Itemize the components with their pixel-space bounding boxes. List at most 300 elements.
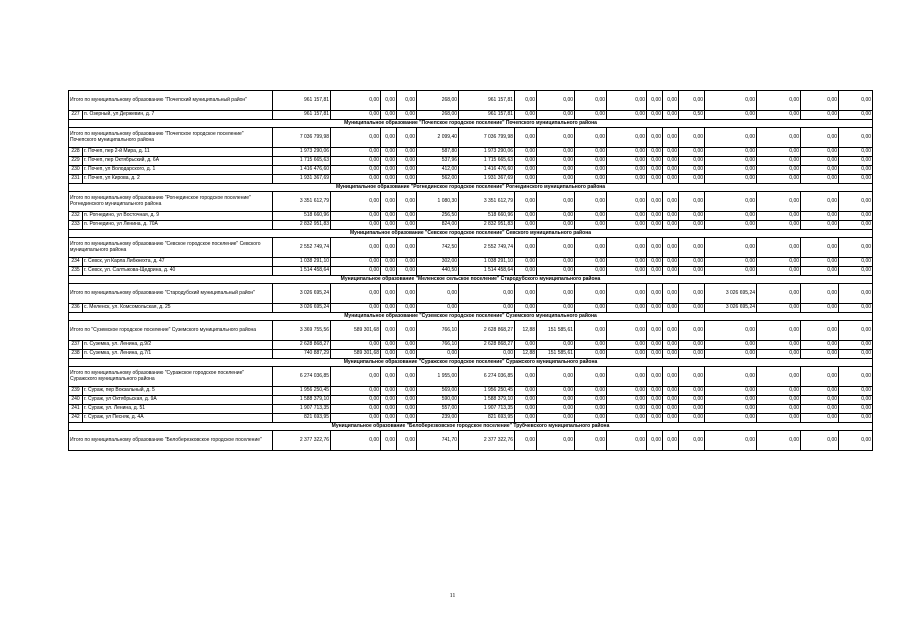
value-cell: 0,00: [537, 396, 575, 405]
value-cell: 0,00: [331, 128, 381, 148]
value-cell: 3 026 695,24: [273, 284, 331, 304]
address-cell: п. Суземка, ул. Ленина, д.9/2: [83, 341, 273, 350]
value-cell: 412,00: [417, 166, 459, 175]
value-cell: 0,00: [801, 321, 839, 341]
value-cell: 0,00: [679, 396, 705, 405]
value-cell: 0,50: [679, 111, 705, 120]
value-cell: 0,00: [705, 111, 757, 120]
value-cell: 0,00: [515, 148, 537, 157]
value-cell: 0,00: [647, 221, 663, 230]
address-cell: п. Озерный, ул Держевин, д. 7: [83, 111, 273, 120]
address-cell: г. Севск, ул. Салтыкова-Щедрина, д. 40: [83, 267, 273, 276]
value-cell: 0,00: [397, 175, 417, 184]
value-cell: 0,00: [839, 192, 873, 212]
value-cell: 0,00: [801, 221, 839, 230]
value-cell: 0,00: [757, 157, 801, 166]
value-cell: 0,00: [839, 267, 873, 276]
value-cell: 0,00: [607, 350, 647, 359]
value-cell: 0,00: [331, 405, 381, 414]
value-cell: 518 660,96: [459, 212, 515, 221]
value-cell: 824,00: [417, 221, 459, 230]
value-cell: 0,00: [757, 212, 801, 221]
value-cell: 961 157,81: [273, 111, 331, 120]
value-cell: 0,00: [801, 405, 839, 414]
section-header-row: [69, 230, 873, 238]
value-cell: 0,00: [647, 284, 663, 304]
value-cell: 0,00: [575, 91, 607, 111]
value-cell: 0,00: [397, 192, 417, 212]
section-title: Муниципальное образование "Белоберезковское городское поселение" Трубчевского муниципального района: [69, 423, 873, 431]
value-cell: 1 514 458,64: [459, 267, 515, 276]
value-cell: 0,00: [757, 192, 801, 212]
value-cell: 0,00: [607, 405, 647, 414]
value-cell: 0,00: [801, 284, 839, 304]
value-cell: 2 377 322,76: [273, 431, 331, 451]
value-cell: 0,00: [705, 341, 757, 350]
value-cell: 0,00: [757, 387, 801, 396]
value-cell: 0,00: [575, 304, 607, 313]
value-cell: 0,00: [647, 321, 663, 341]
page-number: 11: [449, 593, 456, 599]
value-cell: 0,00: [663, 192, 679, 212]
value-cell: 0,00: [397, 166, 417, 175]
value-cell: 0,00: [705, 387, 757, 396]
value-cell: 0,00: [839, 367, 873, 387]
value-cell: 0,00: [575, 258, 607, 267]
value-cell: 0,00: [647, 341, 663, 350]
value-cell: 0,00: [705, 166, 757, 175]
value-cell: 0,00: [607, 148, 647, 157]
value-cell: 0,00: [801, 175, 839, 184]
value-cell: 0,00: [679, 367, 705, 387]
value-cell: 0,00: [839, 405, 873, 414]
value-cell: 0,00: [607, 111, 647, 120]
value-cell: 0,00: [679, 321, 705, 341]
address-cell: г. Сураж, ул Песняк, д. 4А: [83, 414, 273, 423]
value-cell: 0,00: [575, 128, 607, 148]
value-cell: 0,00: [397, 387, 417, 396]
value-cell: 569,00: [417, 387, 459, 396]
value-cell: 0,00: [537, 284, 575, 304]
value-cell: 0,00: [839, 128, 873, 148]
value-cell: 0,00: [663, 111, 679, 120]
value-cell: 0,00: [515, 238, 537, 258]
total-label: Итого по муниципальному образованию "Белоберезковское городское поселение": [69, 431, 273, 451]
value-cell: 268,00: [417, 91, 459, 111]
value-cell: 0,00: [397, 284, 417, 304]
value-cell: 0,00: [801, 258, 839, 267]
value-cell: 0,00: [607, 284, 647, 304]
capital-repair-table: [68, 90, 873, 451]
value-cell: 151 585,61: [537, 350, 575, 359]
table-row: [69, 414, 873, 423]
value-cell: 0,00: [537, 212, 575, 221]
value-cell: 1 907 713,35: [273, 405, 331, 414]
value-cell: 0,00: [381, 267, 397, 276]
table-row: [69, 157, 873, 166]
value-cell: 0,00: [757, 321, 801, 341]
value-cell: 0,00: [647, 91, 663, 111]
value-cell: 0,00: [397, 148, 417, 157]
value-cell: 766,10: [417, 321, 459, 341]
value-cell: 3 026 695,24: [273, 304, 331, 313]
value-cell: 0,00: [663, 414, 679, 423]
value-cell: 0,00: [839, 341, 873, 350]
value-cell: 0,00: [575, 267, 607, 276]
section-title: Муниципальное образование "Севское городское поселение" Севского муниципального района: [69, 230, 873, 238]
value-cell: 7 036 799,98: [459, 128, 515, 148]
table-row: [69, 166, 873, 175]
value-cell: 0,00: [575, 148, 607, 157]
value-cell: 0,00: [801, 341, 839, 350]
value-cell: 1 715 665,63: [273, 157, 331, 166]
value-cell: 0,00: [537, 157, 575, 166]
row-number: 235: [69, 267, 83, 276]
value-cell: 0,00: [381, 258, 397, 267]
row-number: 237: [69, 341, 83, 350]
value-cell: 0,00: [381, 284, 397, 304]
total-label: Итого по муниципальному образованию "Стародубский муниципальный район": [69, 284, 273, 304]
value-cell: 0,00: [757, 258, 801, 267]
value-cell: 0,00: [647, 166, 663, 175]
value-cell: 0,00: [537, 258, 575, 267]
value-cell: 0,00: [757, 238, 801, 258]
value-cell: 0,00: [381, 128, 397, 148]
value-cell: 1 038 291,10: [459, 258, 515, 267]
value-cell: 0,00: [397, 111, 417, 120]
value-cell: 0,00: [679, 175, 705, 184]
value-cell: 0,00: [705, 221, 757, 230]
value-cell: 1 588 379,10: [459, 396, 515, 405]
address-cell: п. Рогнедино, ул Ленина, д. 70А: [83, 221, 273, 230]
value-cell: 0,00: [647, 258, 663, 267]
value-cell: 0,00: [397, 128, 417, 148]
address-cell: г. Севск, ул Карла Либкнехта, д. 47: [83, 258, 273, 267]
row-number: 228: [69, 148, 83, 157]
value-cell: 0,00: [331, 396, 381, 405]
value-cell: 0,00: [679, 212, 705, 221]
address-cell: г. Почеп, ул Володарского, д. 1: [83, 166, 273, 175]
value-cell: 2 552 749,74: [273, 238, 331, 258]
value-cell: 518 660,96: [273, 212, 331, 221]
value-cell: 1 956 250,45: [459, 387, 515, 396]
value-cell: 0,00: [663, 405, 679, 414]
value-cell: 0,00: [679, 267, 705, 276]
value-cell: 0,00: [537, 175, 575, 184]
value-cell: 0,00: [417, 350, 459, 359]
value-cell: 0,00: [839, 414, 873, 423]
value-cell: 1 973 290,06: [273, 148, 331, 157]
value-cell: 821 693,95: [273, 414, 331, 423]
value-cell: 0,00: [705, 396, 757, 405]
value-cell: 0,00: [575, 341, 607, 350]
value-cell: 0,00: [515, 304, 537, 313]
value-cell: 0,00: [663, 350, 679, 359]
value-cell: 0,00: [607, 304, 647, 313]
address-cell: п. Рогнедино, ул Восточная, д. 9: [83, 212, 273, 221]
row-number: 234: [69, 258, 83, 267]
row-number: 233: [69, 221, 83, 230]
value-cell: 0,00: [663, 148, 679, 157]
value-cell: 0,00: [801, 350, 839, 359]
value-cell: 0,00: [607, 192, 647, 212]
table-row: [69, 405, 873, 414]
value-cell: 0,00: [575, 238, 607, 258]
value-cell: 0,00: [679, 192, 705, 212]
value-cell: 2 832 951,83: [273, 221, 331, 230]
value-cell: 0,00: [397, 304, 417, 313]
value-cell: 0,00: [647, 192, 663, 212]
value-cell: 0,00: [397, 350, 417, 359]
value-cell: 0,00: [801, 157, 839, 166]
value-cell: 2 628 868,27: [459, 341, 515, 350]
value-cell: 0,00: [757, 175, 801, 184]
value-cell: 256,50: [417, 212, 459, 221]
value-cell: 0,00: [679, 148, 705, 157]
value-cell: 537,96: [417, 157, 459, 166]
section-header-row: [69, 359, 873, 367]
value-cell: 0,00: [331, 431, 381, 451]
value-cell: 0,00: [515, 192, 537, 212]
value-cell: 0,00: [839, 212, 873, 221]
value-cell: 821 693,95: [459, 414, 515, 423]
row-number: 230: [69, 166, 83, 175]
total-row: [69, 431, 873, 451]
value-cell: 0,00: [537, 221, 575, 230]
value-cell: 0,00: [757, 367, 801, 387]
value-cell: 0,00: [757, 166, 801, 175]
value-cell: 0,00: [647, 128, 663, 148]
value-cell: 0,00: [537, 238, 575, 258]
section-header-row: [69, 276, 873, 284]
value-cell: 0,00: [647, 405, 663, 414]
value-cell: 0,00: [705, 350, 757, 359]
value-cell: 1 416 476,60: [273, 166, 331, 175]
value-cell: 0,00: [575, 321, 607, 341]
value-cell: 961 157,81: [459, 111, 515, 120]
value-cell: 0,00: [515, 128, 537, 148]
address-cell: с. Меленск, ул. Комсомольская, д. 25: [83, 304, 273, 313]
value-cell: 961 157,81: [459, 91, 515, 111]
value-cell: 0,00: [839, 175, 873, 184]
value-cell: 0,00: [801, 414, 839, 423]
value-cell: 1 080,30: [417, 192, 459, 212]
value-cell: 0,00: [575, 157, 607, 166]
value-cell: 2 628 868,27: [273, 341, 331, 350]
value-cell: 0,00: [575, 175, 607, 184]
value-cell: 6 274 036,85: [273, 367, 331, 387]
value-cell: 0,00: [757, 128, 801, 148]
value-cell: 0,00: [705, 414, 757, 423]
value-cell: 0,00: [801, 396, 839, 405]
total-row: [69, 367, 873, 387]
value-cell: 0,00: [607, 321, 647, 341]
value-cell: 0,00: [647, 157, 663, 166]
value-cell: 0,00: [705, 258, 757, 267]
value-cell: 0,00: [647, 175, 663, 184]
address-cell: г. Сураж, ул Октябрьская, д. 9А: [83, 396, 273, 405]
row-number: 239: [69, 387, 83, 396]
value-cell: 0,00: [515, 367, 537, 387]
value-cell: 0,00: [397, 414, 417, 423]
value-cell: 0,00: [839, 387, 873, 396]
value-cell: 2 377 322,76: [459, 431, 515, 451]
value-cell: 0,00: [417, 304, 459, 313]
value-cell: 0,00: [801, 192, 839, 212]
value-cell: 6 274 036,85: [459, 367, 515, 387]
value-cell: 0,00: [679, 166, 705, 175]
value-cell: 0,00: [381, 238, 397, 258]
value-cell: 0,00: [801, 238, 839, 258]
table-row: [69, 387, 873, 396]
value-cell: 0,00: [757, 396, 801, 405]
value-cell: 1 955,00: [417, 367, 459, 387]
value-cell: 1 588 379,10: [273, 396, 331, 405]
value-cell: 0,00: [575, 350, 607, 359]
value-cell: 0,00: [331, 148, 381, 157]
value-cell: 0,00: [537, 267, 575, 276]
value-cell: 0,00: [679, 284, 705, 304]
value-cell: 0,00: [575, 284, 607, 304]
table-body: [69, 91, 873, 451]
value-cell: 0,00: [679, 258, 705, 267]
value-cell: 0,00: [381, 221, 397, 230]
row-number: 227: [69, 111, 83, 120]
value-cell: 0,00: [801, 431, 839, 451]
value-cell: 0,00: [381, 396, 397, 405]
value-cell: 0,00: [839, 238, 873, 258]
value-cell: 0,00: [679, 387, 705, 396]
value-cell: 0,00: [381, 405, 397, 414]
value-cell: 0,00: [705, 212, 757, 221]
value-cell: 0,00: [647, 148, 663, 157]
value-cell: 0,00: [397, 341, 417, 350]
table-row: [69, 350, 873, 359]
value-cell: 741,70: [417, 431, 459, 451]
value-cell: 0,00: [515, 341, 537, 350]
value-cell: 0,00: [647, 350, 663, 359]
value-cell: 0,00: [397, 367, 417, 387]
value-cell: 0,00: [679, 238, 705, 258]
value-cell: 0,00: [575, 166, 607, 175]
value-cell: 0,00: [705, 175, 757, 184]
value-cell: 0,00: [397, 258, 417, 267]
value-cell: 0,00: [679, 91, 705, 111]
value-cell: 0,00: [575, 212, 607, 221]
value-cell: 0,00: [705, 91, 757, 111]
value-cell: 0,00: [839, 396, 873, 405]
value-cell: 0,00: [515, 387, 537, 396]
value-cell: 2 552 749,74: [459, 238, 515, 258]
value-cell: 0,00: [575, 192, 607, 212]
value-cell: 0,00: [331, 192, 381, 212]
value-cell: 0,00: [679, 128, 705, 148]
value-cell: 0,00: [381, 387, 397, 396]
value-cell: 0,00: [575, 387, 607, 396]
value-cell: 0,00: [331, 166, 381, 175]
value-cell: 0,00: [705, 192, 757, 212]
value-cell: 0,00: [705, 405, 757, 414]
address-cell: п. Суземка, ул. Ленина, д.7/1: [83, 350, 273, 359]
total-row: [69, 284, 873, 304]
value-cell: 0,00: [839, 350, 873, 359]
value-cell: 587,80: [417, 148, 459, 157]
value-cell: 0,00: [607, 414, 647, 423]
value-cell: 0,00: [575, 111, 607, 120]
value-cell: 0,00: [537, 166, 575, 175]
value-cell: 0,00: [381, 166, 397, 175]
row-number: 242: [69, 414, 83, 423]
value-cell: 0,00: [331, 304, 381, 313]
value-cell: 1 973 290,06: [459, 148, 515, 157]
value-cell: 0,00: [607, 212, 647, 221]
value-cell: 2 099,40: [417, 128, 459, 148]
value-cell: 0,00: [575, 221, 607, 230]
value-cell: 0,00: [515, 175, 537, 184]
address-cell: г. Сураж, ул. Ленина, д. 51: [83, 405, 273, 414]
value-cell: 0,00: [381, 148, 397, 157]
value-cell: 0,00: [607, 396, 647, 405]
section-title: Муниципальное образование "Меленское сельское поселение" Стародубского муниципального района: [69, 276, 873, 284]
value-cell: 268,00: [417, 111, 459, 120]
value-cell: 0,00: [607, 387, 647, 396]
value-cell: 0,00: [575, 405, 607, 414]
value-cell: 0,00: [331, 414, 381, 423]
section-title: Муниципальное образование "Почепское городское поселение" Почепского муниципального района: [69, 120, 873, 128]
value-cell: 740 887,29: [273, 350, 331, 359]
value-cell: 0,00: [663, 267, 679, 276]
value-cell: 0,00: [397, 396, 417, 405]
value-cell: 440,50: [417, 267, 459, 276]
value-cell: 0,00: [757, 341, 801, 350]
total-row: [69, 128, 873, 148]
value-cell: 0,00: [381, 192, 397, 212]
row-number: 240: [69, 396, 83, 405]
value-cell: 12,88: [515, 321, 537, 341]
value-cell: 1 907 713,35: [459, 405, 515, 414]
value-cell: 0,00: [801, 367, 839, 387]
value-cell: 0,00: [705, 267, 757, 276]
section-header-row: [69, 120, 873, 128]
value-cell: 0,00: [679, 157, 705, 166]
value-cell: 0,00: [381, 157, 397, 166]
value-cell: 0,00: [397, 405, 417, 414]
table-row: [69, 396, 873, 405]
value-cell: 0,00: [381, 212, 397, 221]
value-cell: 766,10: [417, 341, 459, 350]
value-cell: 0,00: [331, 157, 381, 166]
row-number: 231: [69, 175, 83, 184]
address-cell: г. Почеп, пер 2-й Мира, д. 11: [83, 148, 273, 157]
value-cell: 0,00: [331, 91, 381, 111]
value-cell: 0,00: [515, 396, 537, 405]
section-title: Муниципальное образование "Суземское городское поселение" Суземского муниципального района: [69, 313, 873, 321]
value-cell: 0,00: [801, 128, 839, 148]
total-label: Итого по муниципальному образованию "Севское городское поселение" Севского муниципального района: [69, 238, 273, 258]
value-cell: 0,00: [839, 111, 873, 120]
value-cell: 0,00: [381, 414, 397, 423]
value-cell: 0,00: [331, 341, 381, 350]
value-cell: 0,00: [331, 221, 381, 230]
value-cell: 0,00: [663, 212, 679, 221]
value-cell: 0,00: [331, 238, 381, 258]
value-cell: 0,00: [537, 367, 575, 387]
row-number: 229: [69, 157, 83, 166]
value-cell: 0,00: [331, 212, 381, 221]
value-cell: 0,00: [839, 321, 873, 341]
value-cell: 0,00: [575, 396, 607, 405]
value-cell: 0,00: [397, 431, 417, 451]
